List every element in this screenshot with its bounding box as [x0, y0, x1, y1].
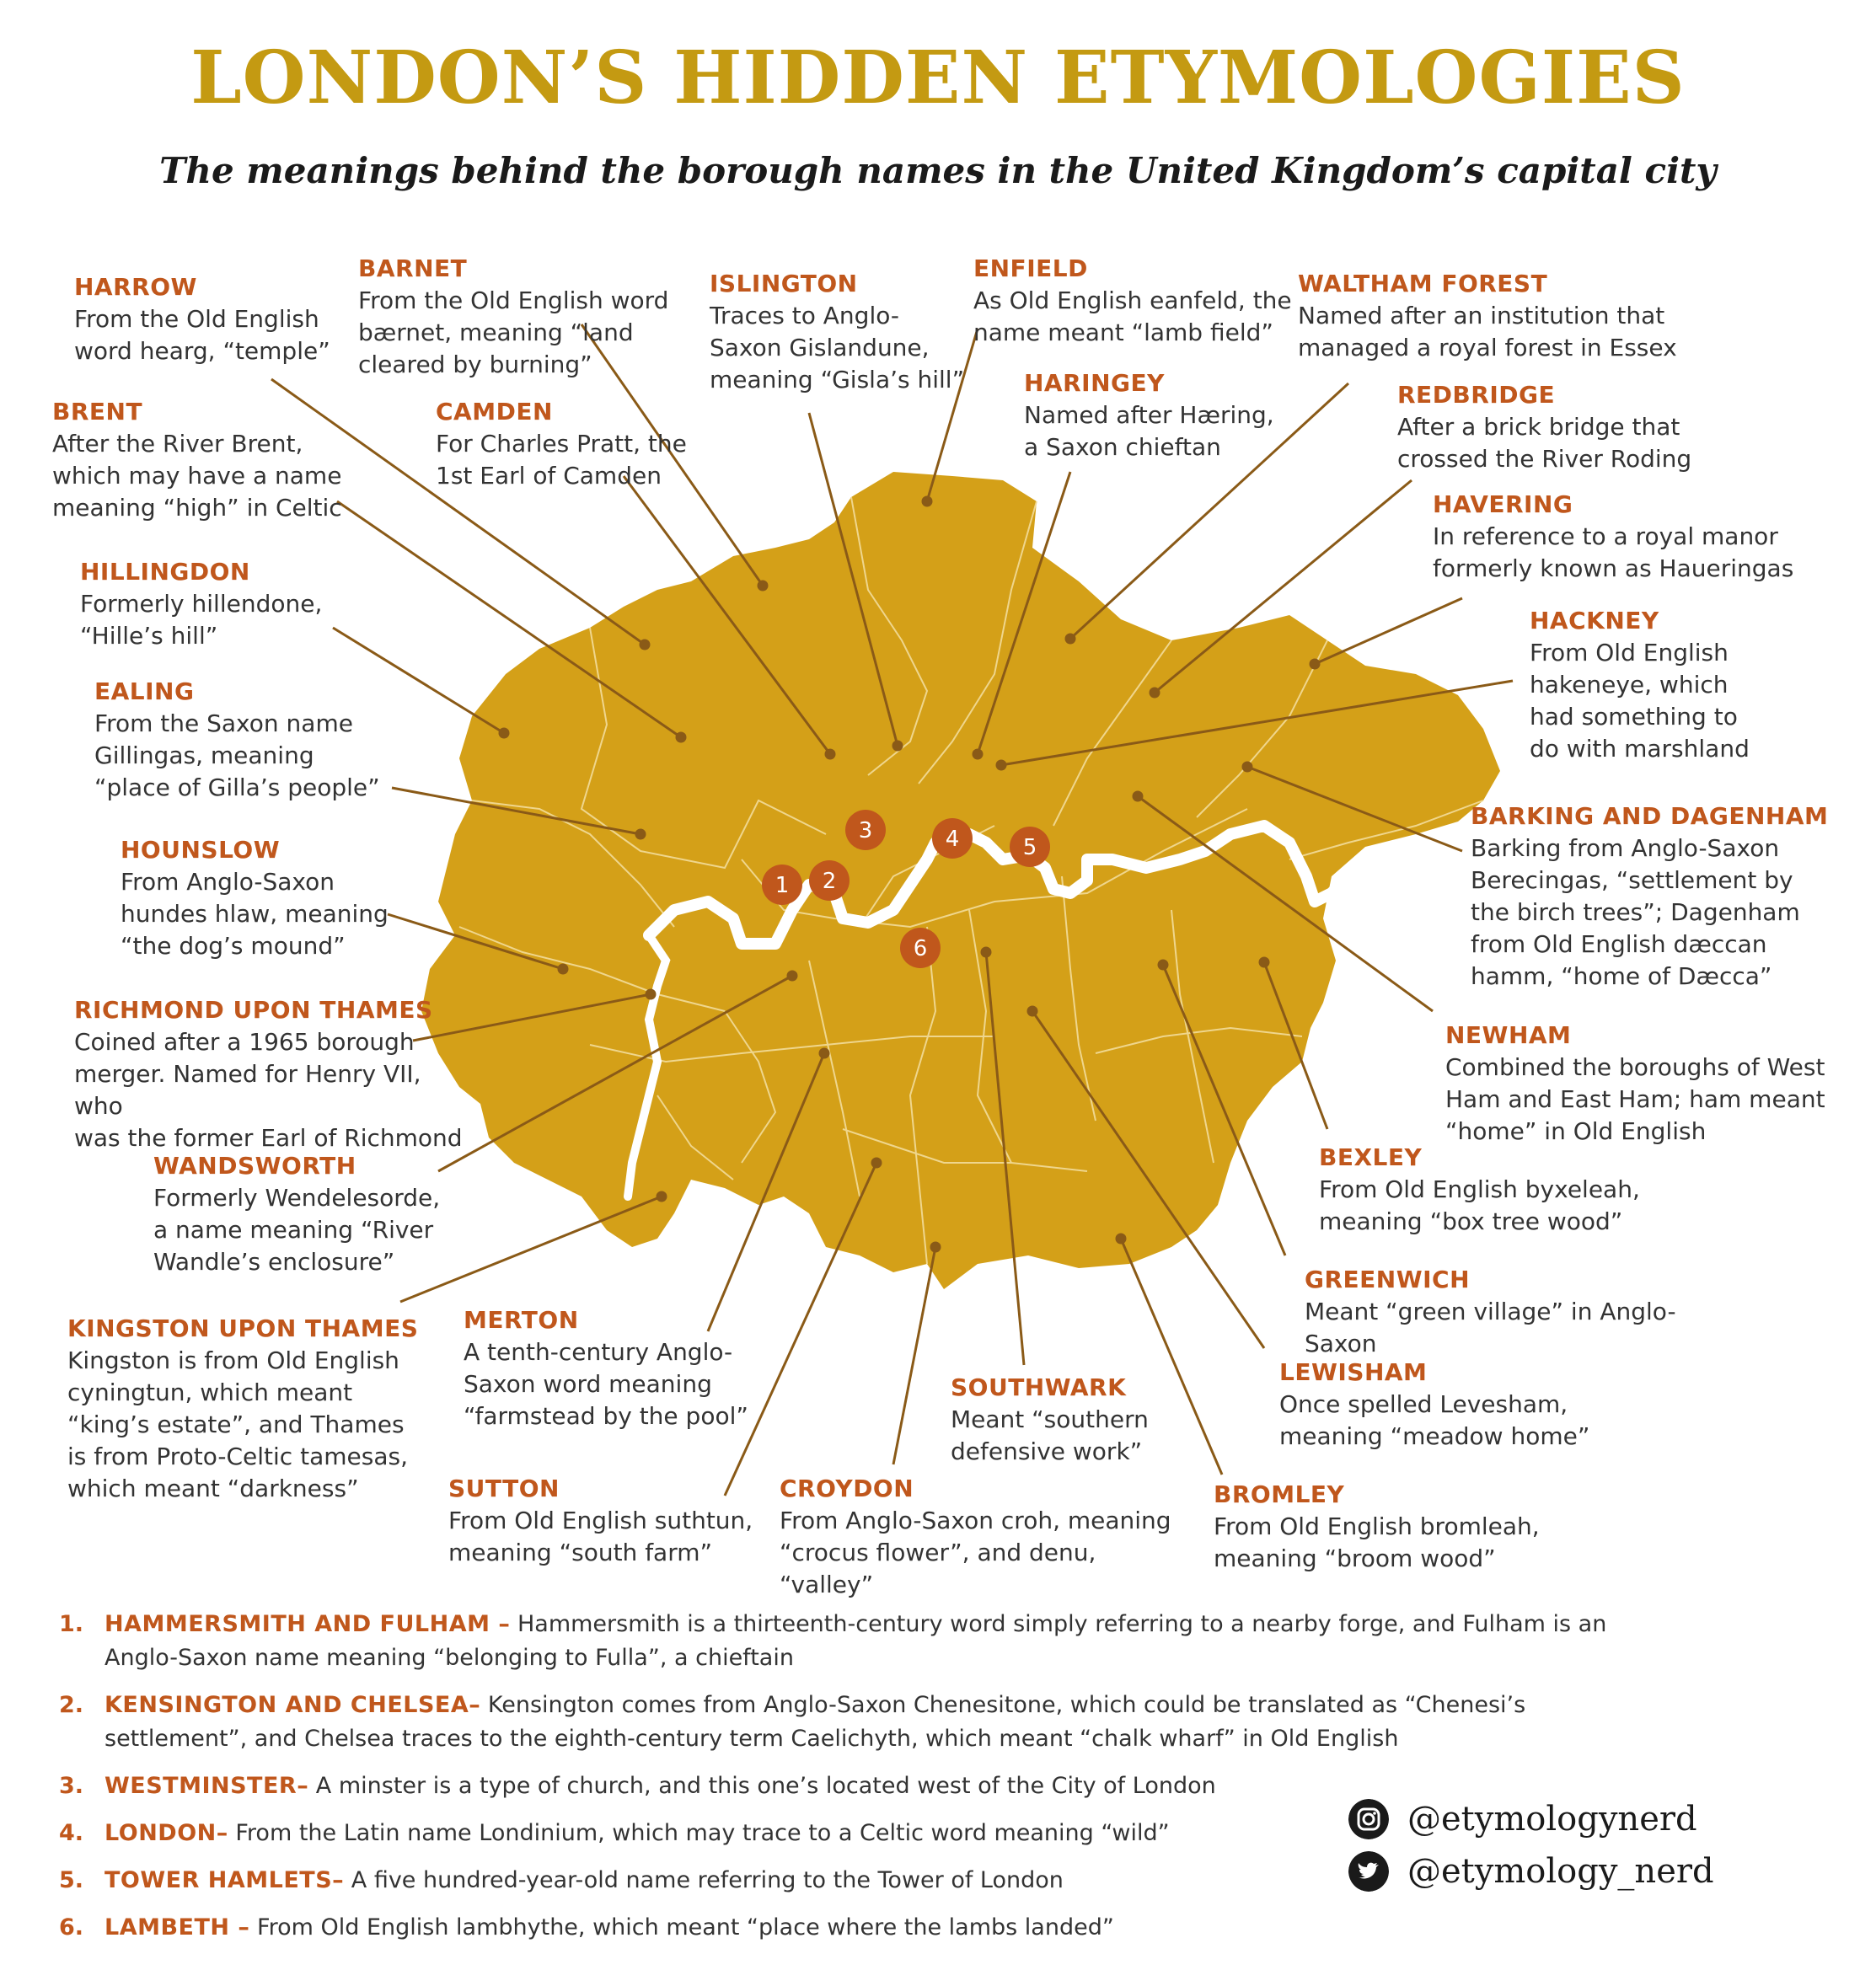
label-croydon — [780, 1473, 1176, 1601]
note-text: A five hundred-year-old name referring to the Tower of London — [351, 1867, 1064, 1893]
borough-name: RICHMOND UPON THAMES — [74, 996, 433, 1024]
map-marker-5 — [1010, 827, 1050, 867]
label-waltham-forest — [1298, 268, 1694, 364]
note-item — [59, 1608, 1660, 1675]
note-borough-name: LAMBETH – — [105, 1914, 250, 1941]
borough-name: SUTTON — [448, 1475, 560, 1502]
leader-dot — [788, 972, 796, 980]
borough-description: From the Saxon name Gillingas, meaning “place of Gilla’s people” — [94, 709, 380, 801]
leader-dot — [646, 990, 655, 998]
label-greenwich — [1305, 1264, 1701, 1360]
borough-description: From Old English byxeleah, meaning “box tree wood” — [1319, 1175, 1640, 1235]
borough-name: MERTON — [464, 1306, 579, 1334]
map-marker-1 — [762, 865, 802, 905]
note-borough-name: TOWER HAMLETS– — [105, 1867, 345, 1893]
leader-dot — [500, 729, 508, 737]
marker-number: 2 — [822, 869, 837, 894]
leader-dot — [1028, 1007, 1037, 1015]
borough-name: SOUTHWARK — [951, 1373, 1127, 1401]
borough-name: NEWHAM — [1445, 1021, 1572, 1049]
borough-description: From the Old English word bærnet, meaning “land cleared by burning” — [358, 286, 669, 378]
borough-description: Named after an institution that managed a royal forest in Essex — [1298, 302, 1677, 361]
borough-name: BARNET — [358, 254, 468, 282]
borough-description: Kingston is from Old English cyningtun, which meant “king’s estate”, and Thames is from Proto-Celtic tamesas, which meant “darkness” — [67, 1346, 408, 1502]
marker-number: 1 — [775, 873, 790, 898]
leader-dot — [982, 948, 990, 956]
borough-name: LEWISHAM — [1279, 1358, 1428, 1386]
leader-line-croydon — [893, 1247, 935, 1464]
leader-dot — [1117, 1234, 1125, 1243]
borough-name: CAMDEN — [436, 398, 553, 426]
numbered-notes — [59, 1608, 1660, 1958]
borough-description: Formerly hillendone, “Hille’s hill” — [80, 590, 323, 650]
note-borough-name: KENSINGTON AND CHELSEA– — [105, 1692, 481, 1718]
leader-dot — [997, 761, 1005, 769]
borough-description: Formerly Wendelesorde, a name meaning “River Wandle’s enclosure” — [153, 1184, 441, 1276]
note-number: 3. — [59, 1773, 84, 1799]
leader-dot — [826, 750, 834, 758]
note-text: Hammersmith is a thirteenth-century word simply referring to a nearby forge, and Fulham is an Anglo-Saxon name meaning “belonging to Fulla”, a chieftain — [105, 1611, 1607, 1671]
twitter-icon — [1348, 1851, 1389, 1892]
label-redbridge — [1397, 379, 1793, 475]
borough-name: BROMLEY — [1214, 1480, 1345, 1508]
leader-dot — [973, 750, 982, 758]
note-number: 6. — [59, 1914, 84, 1941]
borough-description: In reference to a royal manor formerly known as Haueringas — [1433, 522, 1794, 582]
borough-description: Barking from Anglo-Saxon Berecingas, “settlement by the birch trees”; Dagenham from Old English dæccan hamm, “home of Dæcca” — [1471, 834, 1800, 990]
map-marker-6 — [900, 928, 941, 968]
borough-name: ISLINGTON — [710, 270, 858, 297]
leader-dot — [1134, 792, 1142, 800]
leader-dot — [1159, 961, 1167, 969]
borough-name: BEXLEY — [1319, 1143, 1423, 1171]
page-title: LONDON’S HIDDEN ETYMOLOGIES — [190, 35, 1686, 120]
instagram-icon — [1348, 1799, 1389, 1839]
borough-name: CROYDON — [780, 1475, 914, 1502]
label-richmond — [74, 994, 470, 1154]
borough-name: HILLINGDON — [80, 558, 250, 586]
label-camden — [436, 396, 832, 492]
marker-number: 6 — [913, 936, 928, 961]
borough-name: BRENT — [52, 398, 143, 426]
borough-description: From Anglo-Saxon croh, meaning “crocus flower”, and denu, “valley” — [780, 1507, 1171, 1598]
label-haringey — [1024, 367, 1420, 463]
borough-description: Named after Hæring, a Saxon chieftan — [1024, 401, 1274, 461]
note-item — [59, 1911, 1660, 1945]
leader-dot — [872, 1159, 881, 1167]
leader-dot — [1260, 958, 1268, 966]
label-bromley — [1214, 1479, 1610, 1575]
borough-description: From Old English hakeneye, which had something to do with marshland — [1530, 639, 1750, 763]
borough-description: Combined the boroughs of West Ham and East Ham; ham meant “home” in Old English — [1445, 1053, 1825, 1145]
borough-description: From Old English bromleah, meaning “broom wood” — [1214, 1512, 1540, 1572]
borough-name: WANDSWORTH — [153, 1152, 356, 1180]
marker-number: 4 — [945, 827, 960, 852]
map-marker-3 — [845, 810, 886, 850]
leader-line-havering — [1315, 598, 1462, 664]
twitter-handle-text: @etymology_nerd — [1407, 1852, 1714, 1891]
borough-name: BARKING AND DAGENHAM — [1471, 802, 1829, 830]
borough-description: Once spelled Levesham, meaning “meadow home” — [1279, 1390, 1590, 1450]
label-kingston — [67, 1313, 464, 1505]
leader-dot — [1243, 763, 1252, 771]
label-bexley — [1319, 1142, 1715, 1238]
borough-name: HACKNEY — [1530, 607, 1659, 634]
note-borough-name: WESTMINSTER– — [105, 1773, 309, 1799]
label-hackney — [1530, 605, 1876, 765]
map-marker-2 — [809, 860, 850, 901]
borough-description: Coined after a 1965 borough merger. Named for Henry VII, who was the former Earl of Richmond — [74, 1028, 463, 1152]
borough-description: From Old English suthtun, meaning “south farm” — [448, 1507, 753, 1566]
leader-dot — [1066, 634, 1075, 643]
note-number: 4. — [59, 1820, 84, 1846]
note-item — [59, 1689, 1660, 1756]
leader-dot — [931, 1243, 940, 1251]
leader-dot — [559, 965, 567, 973]
note-number: 2. — [59, 1692, 84, 1718]
social-handles — [1348, 1793, 1714, 1898]
borough-description: From Anglo-Saxon hundes hlaw, meaning “the dog’s mound” — [121, 868, 389, 960]
borough-name: KINGSTON UPON THAMES — [67, 1314, 419, 1342]
leader-dot — [636, 830, 645, 838]
leader-dot — [820, 1049, 828, 1057]
label-merton — [464, 1304, 860, 1432]
leader-dot — [893, 741, 902, 750]
note-borough-name: HAMMERSMITH AND FULHAM – — [105, 1611, 511, 1637]
borough-description: Meant “southern defensive work” — [951, 1405, 1149, 1465]
borough-description: As Old English eanfeld, the name meant “lamb field” — [973, 286, 1292, 346]
note-number: 5. — [59, 1867, 84, 1893]
borough-name: HOUNSLOW — [121, 836, 281, 864]
label-barking — [1471, 800, 1867, 993]
leader-dot — [758, 581, 767, 590]
map-marker-4 — [932, 818, 973, 859]
borough-description: A tenth-century Anglo- Saxon word meaning “farmstead by the pool” — [464, 1338, 748, 1430]
leader-dot — [1150, 688, 1159, 697]
note-text: A minster is a type of church, and this one’s located west of the City of London — [315, 1773, 1216, 1799]
note-text: Kensington comes from Anglo-Saxon Chenesitone, which could be translated as “Chenesi’s settlement”, and Chelsea traces to the eighth-century term Caelichyth, which meant “chalk wharf” in Old English — [105, 1692, 1526, 1752]
marker-number: 5 — [1022, 835, 1037, 860]
borough-name: REDBRIDGE — [1397, 381, 1556, 409]
instagram-handle[interactable] — [1348, 1793, 1714, 1845]
borough-name: HAVERING — [1433, 490, 1573, 518]
label-ealing — [94, 676, 490, 804]
note-number: 1. — [59, 1611, 84, 1637]
borough-name: HARROW — [74, 273, 197, 301]
label-hounslow — [121, 834, 517, 962]
borough-description: Traces to Anglo- Saxon Gislandune, meaning “Gisla’s hill” — [710, 302, 965, 393]
leader-dot — [1311, 660, 1319, 668]
label-havering — [1433, 489, 1829, 585]
leader-dot — [657, 1192, 666, 1201]
instagram-handle-text: @etymologynerd — [1407, 1800, 1697, 1839]
note-borough-name: LONDON– — [105, 1820, 228, 1846]
note-text: From Old English lambhythe, which meant “place where the lambs landed” — [257, 1914, 1114, 1941]
label-brent — [52, 396, 448, 524]
leader-dot — [923, 497, 931, 506]
borough-description: Meant “green village” in Anglo-Saxon — [1305, 1298, 1676, 1357]
marker-number: 3 — [858, 818, 873, 843]
leader-dot — [677, 733, 685, 741]
leader-dot — [641, 640, 649, 649]
borough-description: For Charles Pratt, the 1st Earl of Camden — [436, 430, 687, 490]
twitter-handle[interactable] — [1348, 1845, 1714, 1898]
borough-name: HARINGEY — [1024, 369, 1165, 397]
borough-name: ENFIELD — [973, 254, 1088, 282]
label-barnet — [358, 253, 754, 381]
borough-name: WALTHAM FOREST — [1298, 270, 1548, 297]
borough-description: From the Old English word hearg, “temple” — [74, 305, 330, 365]
page-subtitle: The meanings behind the borough names in the United Kingdom’s capital city — [159, 150, 1717, 191]
label-southwark — [951, 1372, 1347, 1468]
borough-description: After a brick bridge that crossed the River Roding — [1397, 413, 1692, 473]
note-text: From the Latin name Londinium, which may trace to a Celtic word meaning “wild” — [235, 1820, 1170, 1846]
borough-description: After the River Brent, which may have a name meaning “high” in Celtic — [52, 430, 342, 522]
borough-name: GREENWICH — [1305, 1266, 1471, 1293]
label-wandsworth — [153, 1150, 549, 1278]
label-hillingdon — [80, 556, 476, 652]
borough-name: EALING — [94, 677, 195, 705]
label-newham — [1445, 1020, 1841, 1148]
